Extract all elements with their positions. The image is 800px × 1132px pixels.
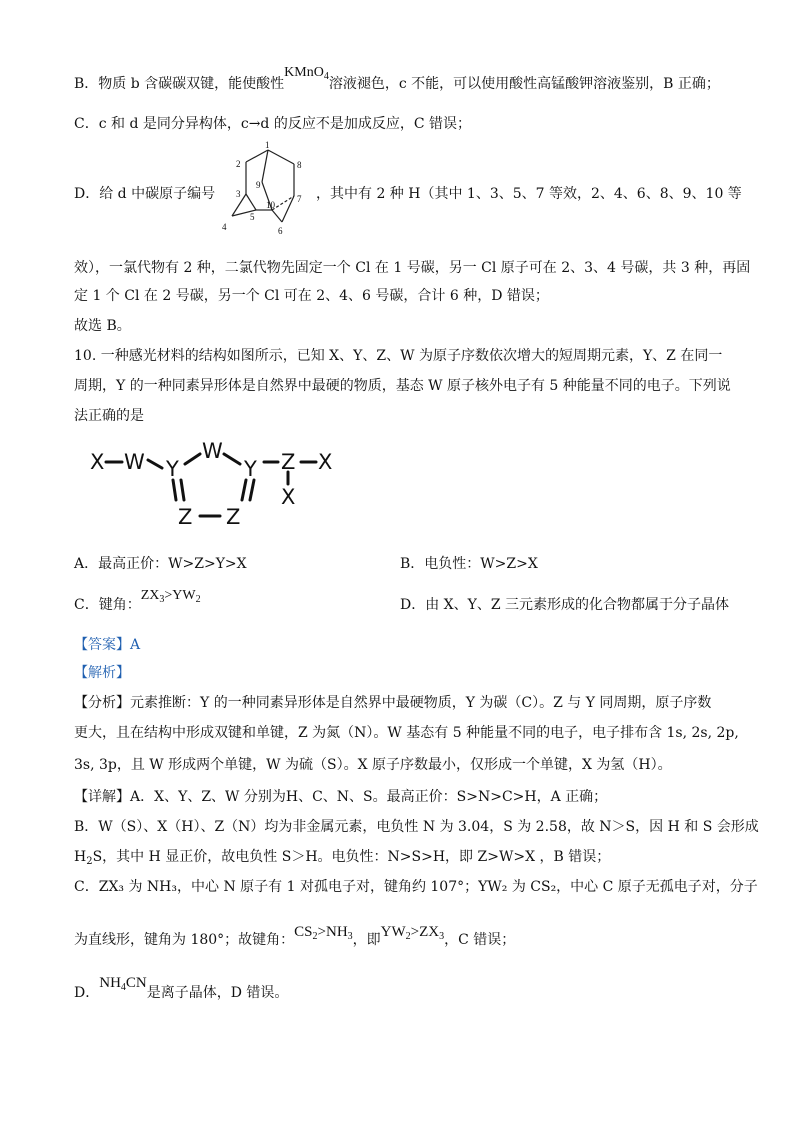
text: 溶液褪色，c 不能，可以使用酸性高锰酸钾溶液鉴别，B 正确； [328,76,720,92]
formula: >YW [164,588,196,603]
explanation-line: 定 1 个 Cl 在 2 号碳，另一个 Cl 可在 2、4、6 号碳，合计 6 种，D 错误； [74,288,549,304]
subscript: 4 [120,982,126,993]
explanation-line: 效），一氯代物有 2 种，二氯代物先固定一个 Cl 在 1 号碳，另一 Cl 原子可在 2、3、4 号碳，共 3 种，再固 [74,260,751,276]
option-c-explanation: C．c 和 d 是同分异构体，c→d 的反应不是加成反应，C 错误； [74,116,472,132]
detail-line: C．ZX₃ 为 NH₃，中心 N 原子有 1 对孤电子对，键角约 107°；YW₂ 为 CS₂，中心 C 原子无孤电子对，分子 [74,879,758,895]
detail-line [74,924,516,955]
subscript: 2 [86,856,93,867]
atom-z: Z [178,505,193,527]
text: D．给 d 中碳原子编号 [74,186,216,202]
atom-x: X [90,450,105,474]
atom-z: Z [281,450,296,474]
option-d-explanation [74,184,215,204]
answer: 【答案】A [74,637,141,653]
text: D． [74,985,100,1001]
text: ，C 错误； [444,932,516,948]
atom-y: Y [244,457,257,481]
analysis-line: 3s, 3p，且 W 形成两个单键，W 为硫（S）。X 原子序数最小，仅形成一个单键，X 为氢（H）。 [74,757,672,773]
subscript: 2 [195,594,201,605]
subscript: 3 [347,931,353,942]
option-a: A．最高正价：W>Z>Y>X [74,556,247,572]
adamantane-structure [216,140,316,240]
atom-y: Y [166,457,179,481]
atom-x: X [318,450,333,474]
detail-line [74,975,289,1008]
question-10-stem: 周期，Y 的一种同素异形体是自然界中最硬的物质，基态 W 原子核外电子有 5 种能量不同的电子。下列说 [74,378,731,394]
conclusion: 故选 B。 [74,318,131,334]
formula: >ZX [410,924,440,940]
carbon-label-10: 10 [266,200,275,210]
carbon-label-5: 5 [250,212,255,222]
text: 为直线形，键角为 180°；故键角： [74,932,295,948]
analysis-tag: 【解析】 [74,665,130,681]
text: C．键角： [74,597,141,613]
atom-w: W [202,439,223,463]
analysis-line: 【分析】元素推断：Y 的一种同素异形体是自然界中最硬物质，Y 为碳（C）。Z 与 Y 同周期，原子序数 [74,695,712,711]
subscript: 2 [312,931,318,942]
question-10-stem: 10. 一种感光材料的结构如图所示，已知 X、Y、Z、W 为原子序数依次增大的短周期元素，Y、Z 在同一 [74,348,723,364]
text: ，即 [352,932,381,948]
formula: ZX [140,588,160,603]
option-d-explanation-cont: ，其中有 2 种 H（其中 1、3、5、7 等效，2、4、6、8、9、10 等 [316,186,742,202]
atom-w: W [124,450,145,474]
option-b-explanation [74,65,720,99]
formula: NH [99,975,121,991]
subscript: 4 [323,71,329,82]
text: 是离子晶体，D 错误。 [146,985,289,1001]
formula: >NH [317,924,348,940]
detail-line: B．W（S）、X（H）、Z（N）均为非金属元素，电负性 N 为 3.04，S 为 2.58，故 N＞S，因 H 和 S 会形成 [74,819,759,835]
carbon-label-3: 3 [236,189,241,199]
atom-z: Z [226,505,241,527]
option-c [74,588,201,620]
carbon-label-2: 2 [236,159,241,169]
text: B．物质 b 含碳碳双键，能使酸性 [74,76,285,92]
formula-kmno4: KMnO [284,65,324,80]
carbon-label-1: 1 [265,140,270,150]
carbon-label-4: 4 [222,222,227,232]
carbon-label-7: 7 [297,194,302,204]
option-b: B．电负性：W>Z>X [400,556,538,572]
carbon-label-8: 8 [297,160,302,170]
formula: CN [125,975,147,991]
detail-line [74,847,610,872]
formula: H [74,849,87,865]
formula: YW [380,924,406,940]
option-d: D．由 X、Y、Z 三元素形成的化合物都属于分子晶体 [400,597,730,613]
carbon-label-9: 9 [256,180,261,190]
text: S，其中 H 显正价，故电负性 S＞H。电负性：N>S>H，即 Z>W>X ，B 错误； [92,849,611,865]
molecular-structure [88,432,348,527]
analysis-line: 更大，且在结构中形成双键和单键，Z 为氮（N）。W 基态有 5 种能量不同的电子，电子排布含 1s, 2s, 2p, [74,725,739,741]
subscript: 3 [439,931,445,942]
atom-x: X [281,485,296,509]
subscript: 3 [159,594,165,605]
carbon-label-6: 6 [278,226,283,236]
subscript: 2 [405,931,411,942]
formula: CS [294,924,313,940]
question-10-stem: 法正确的是 [74,408,144,424]
detail-line: 【详解】A．X、Y、Z、W 分别为H、C、N、S。最高正价：S>N>C>H，A 正确； [74,789,608,805]
